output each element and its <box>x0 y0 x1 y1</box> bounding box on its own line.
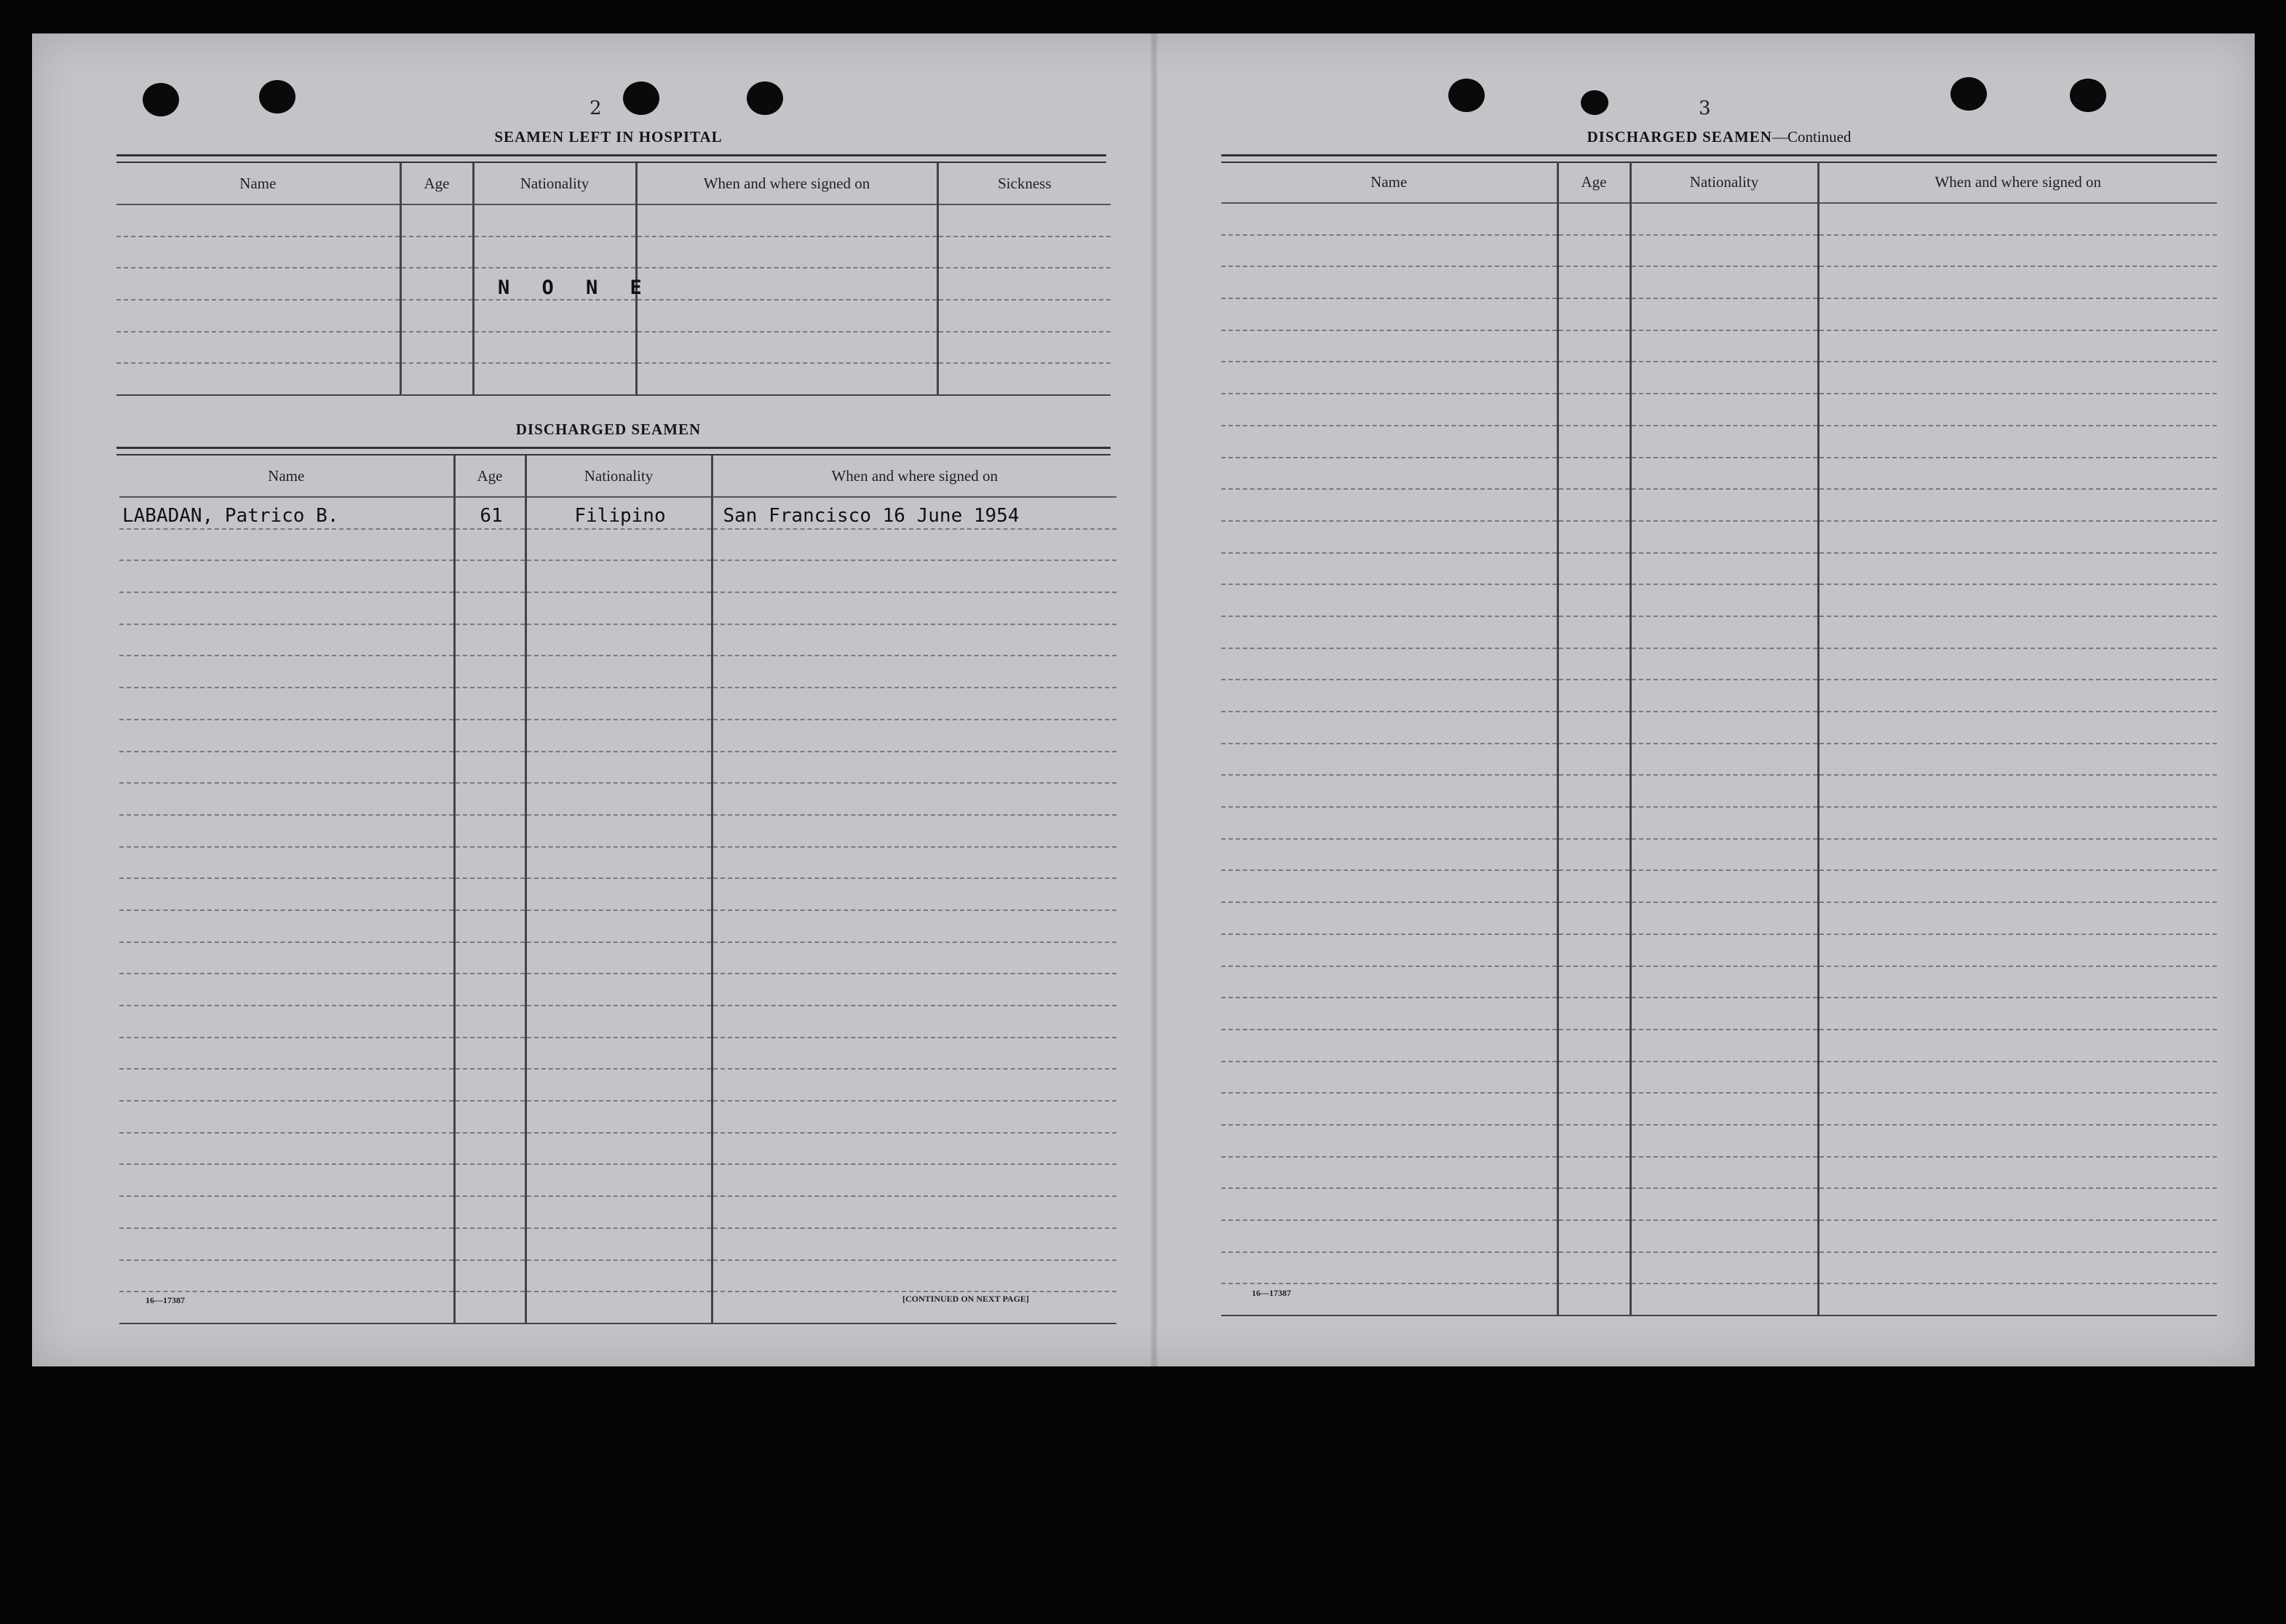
col-header-name: Name <box>119 455 454 497</box>
table-row <box>1221 902 2217 934</box>
hospital-section-title: SEAMEN LEFT IN HOSPITAL <box>494 128 723 146</box>
none-entry: N O N E <box>498 276 652 299</box>
table-row <box>119 624 1116 656</box>
table-row <box>1221 203 2217 235</box>
discharged-table-left <box>119 455 1116 1324</box>
table-row <box>119 720 1116 752</box>
col-header-name: Name <box>1221 162 1557 203</box>
col-header-age: Age <box>400 163 473 204</box>
table-row <box>1221 330 2217 362</box>
table-row <box>1221 712 2217 744</box>
col-header-age: Age <box>1557 162 1630 203</box>
discharged-section-title: DISCHARGED SEAMEN <box>515 421 702 438</box>
table-row <box>119 1006 1116 1038</box>
table-row <box>119 592 1116 624</box>
table-row <box>1221 870 2217 902</box>
page-number-right: 3 <box>1699 97 1711 119</box>
discharged-table-right <box>1221 162 2217 1316</box>
col-header-sickness: Sickness <box>937 163 1111 204</box>
table-row <box>119 1260 1116 1292</box>
table-row <box>1221 1062 2217 1094</box>
table-row <box>1221 648 2217 680</box>
table-row <box>119 1038 1116 1070</box>
table-row <box>1221 1252 2217 1284</box>
table-row <box>116 204 1111 236</box>
table-row <box>119 688 1116 720</box>
table-row <box>119 656 1116 688</box>
table-row <box>1221 998 2217 1030</box>
table-row <box>1221 934 2217 966</box>
table-row <box>1221 521 2217 553</box>
table-row <box>1221 616 2217 648</box>
table-row <box>1221 775 2217 807</box>
table-row <box>119 1164 1116 1196</box>
table-row <box>119 560 1116 592</box>
table-row <box>119 942 1116 974</box>
table-row <box>119 752 1116 784</box>
table-row <box>119 1069 1116 1101</box>
table-row <box>1221 298 2217 330</box>
table-row <box>119 815 1116 847</box>
punch-hole <box>143 83 179 116</box>
table-row <box>116 363 1111 395</box>
table-row <box>119 910 1116 942</box>
table-row <box>119 1133 1116 1165</box>
col-header-nationality: Nationality <box>473 163 636 204</box>
table-row <box>119 529 1116 561</box>
table-row <box>119 497 1116 529</box>
continued-note: [CONTINUED ON NEXT PAGE] <box>902 1294 1029 1304</box>
table-row <box>119 1228 1116 1260</box>
seaman-name: LABADAN, Patrico B. <box>122 504 339 527</box>
col-header-name: Name <box>116 163 400 204</box>
table-row <box>119 974 1116 1006</box>
col-header-signed-on: When and where signed on <box>1818 162 2217 203</box>
table-row <box>1221 680 2217 712</box>
table-row <box>1221 1125 2217 1157</box>
table-row <box>1221 394 2217 426</box>
table-row <box>116 236 1111 268</box>
table-row <box>1221 1188 2217 1220</box>
table-row <box>1221 966 2217 998</box>
table-row <box>1221 1093 2217 1125</box>
seaman-age: 61 <box>480 504 503 527</box>
discharged-continued-title-main: DISCHARGED SEAMEN <box>1587 128 1772 146</box>
punch-hole <box>259 80 295 114</box>
punch-hole <box>2070 79 2106 112</box>
table-row <box>116 300 1111 332</box>
table-row <box>1221 1030 2217 1062</box>
table-row <box>1221 235 2217 267</box>
table-row <box>1221 489 2217 521</box>
punch-hole <box>1581 90 1608 115</box>
table-row <box>1221 584 2217 616</box>
table-row <box>1221 1283 2217 1315</box>
discharged-continued-title <box>1223 128 2215 146</box>
table-row <box>119 878 1116 910</box>
col-header-signed-on: When and where signed on <box>712 455 1116 497</box>
table-row <box>1221 1157 2217 1189</box>
punch-hole <box>1950 77 1987 111</box>
punch-hole <box>747 81 783 115</box>
double-rule <box>116 154 1106 163</box>
col-header-nationality: Nationality <box>525 455 712 497</box>
page-number-left: 2 <box>590 97 602 119</box>
page-fold <box>1151 33 1158 1366</box>
punch-hole <box>623 81 659 115</box>
table-row <box>119 783 1116 815</box>
table-row <box>1221 553 2217 585</box>
form-number-left: 16—17387 <box>146 1295 185 1305</box>
table-row <box>1221 458 2217 490</box>
table-row <box>1221 362 2217 394</box>
punch-hole <box>1448 79 1485 112</box>
table-row <box>1221 266 2217 298</box>
col-header-nationality: Nationality <box>1630 162 1818 203</box>
seaman-signed-on: San Francisco 16 June 1954 <box>723 504 1020 527</box>
table-row <box>1221 839 2217 871</box>
table-row <box>119 1101 1116 1133</box>
document-sheet <box>32 33 2255 1366</box>
table-row <box>1221 744 2217 776</box>
table-row <box>1221 1220 2217 1252</box>
table-row <box>1221 807 2217 839</box>
table-row <box>1221 426 2217 458</box>
table-row <box>119 847 1116 879</box>
seaman-nationality: Filipino <box>574 504 666 527</box>
col-header-age: Age <box>454 455 525 497</box>
double-rule <box>116 447 1111 455</box>
table-row <box>116 332 1111 364</box>
form-number-right: 16—17387 <box>1252 1288 1291 1298</box>
table-row <box>119 1196 1116 1228</box>
col-header-signed-on: When and where signed on <box>636 163 937 204</box>
discharged-continued-title-suffix: —Continued <box>1771 128 1852 146</box>
